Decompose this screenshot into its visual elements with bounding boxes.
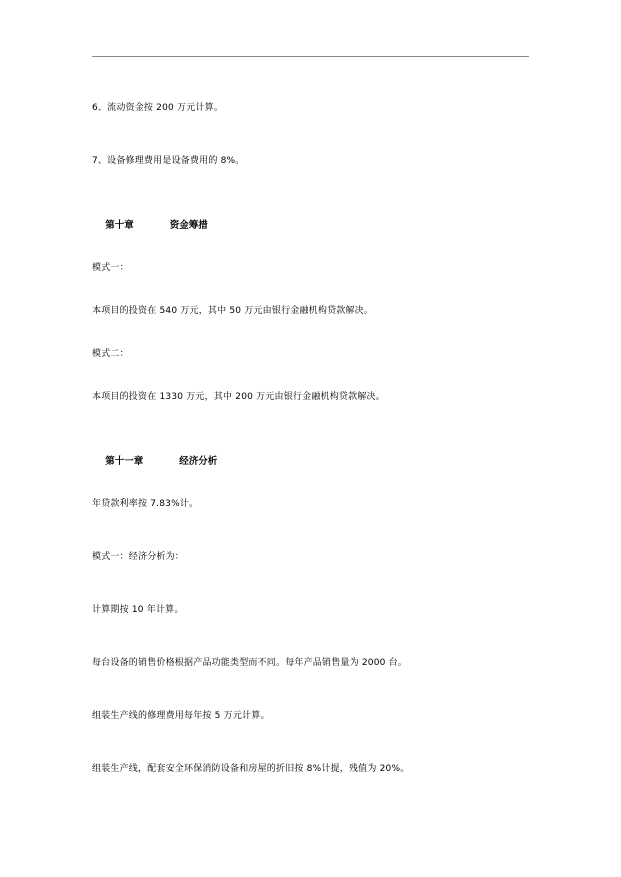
repair-cost-text: 组装生产线的修理费用每年按 5 万元计算。 [92, 711, 270, 721]
mode-1-label: 模式一： [92, 263, 129, 273]
text-line-repair-cost-ratio: 7、设备修理费用是设备费用的 8%。 [92, 156, 245, 166]
mode-1-econ-label: 模式一：经济分析为： [92, 552, 185, 562]
header-rule [92, 56, 529, 57]
sales-text: 每台设备的销售价格根据产品功能类型而不同。每年产品销售量为 2000 台。 [92, 658, 408, 668]
chapter-11-title: 经济分析 [179, 456, 218, 467]
chapter-11-number: 第十一章 [105, 456, 144, 467]
calc-period-text: 计算期按 10 年计算。 [92, 605, 184, 615]
depreciation-text: 组装生产线，配套安全环保消防设备和房屋的折旧按 8%计提，残值为 20%。 [92, 764, 410, 774]
chapter-10-heading [92, 208, 208, 244]
mode-1-investment-text: 本项目的投资在 540 万元，其中 50 万元由银行金融机构贷款解决。 [92, 306, 374, 316]
chapter-11-heading [92, 444, 217, 480]
loan-rate-text: 年贷款利率按 7.83%计。 [92, 499, 199, 509]
text-line-working-capital: 6、流动资金按 200 万元计算。 [92, 103, 224, 113]
mode-2-label: 模式二： [92, 349, 129, 359]
chapter-10-title: 资金筹措 [169, 220, 208, 231]
mode-2-investment-text: 本项目的投资在 1330 万元，其中 200 万元由银行金融机构贷款解决。 [92, 392, 385, 402]
chapter-10-number: 第十章 [105, 220, 134, 231]
